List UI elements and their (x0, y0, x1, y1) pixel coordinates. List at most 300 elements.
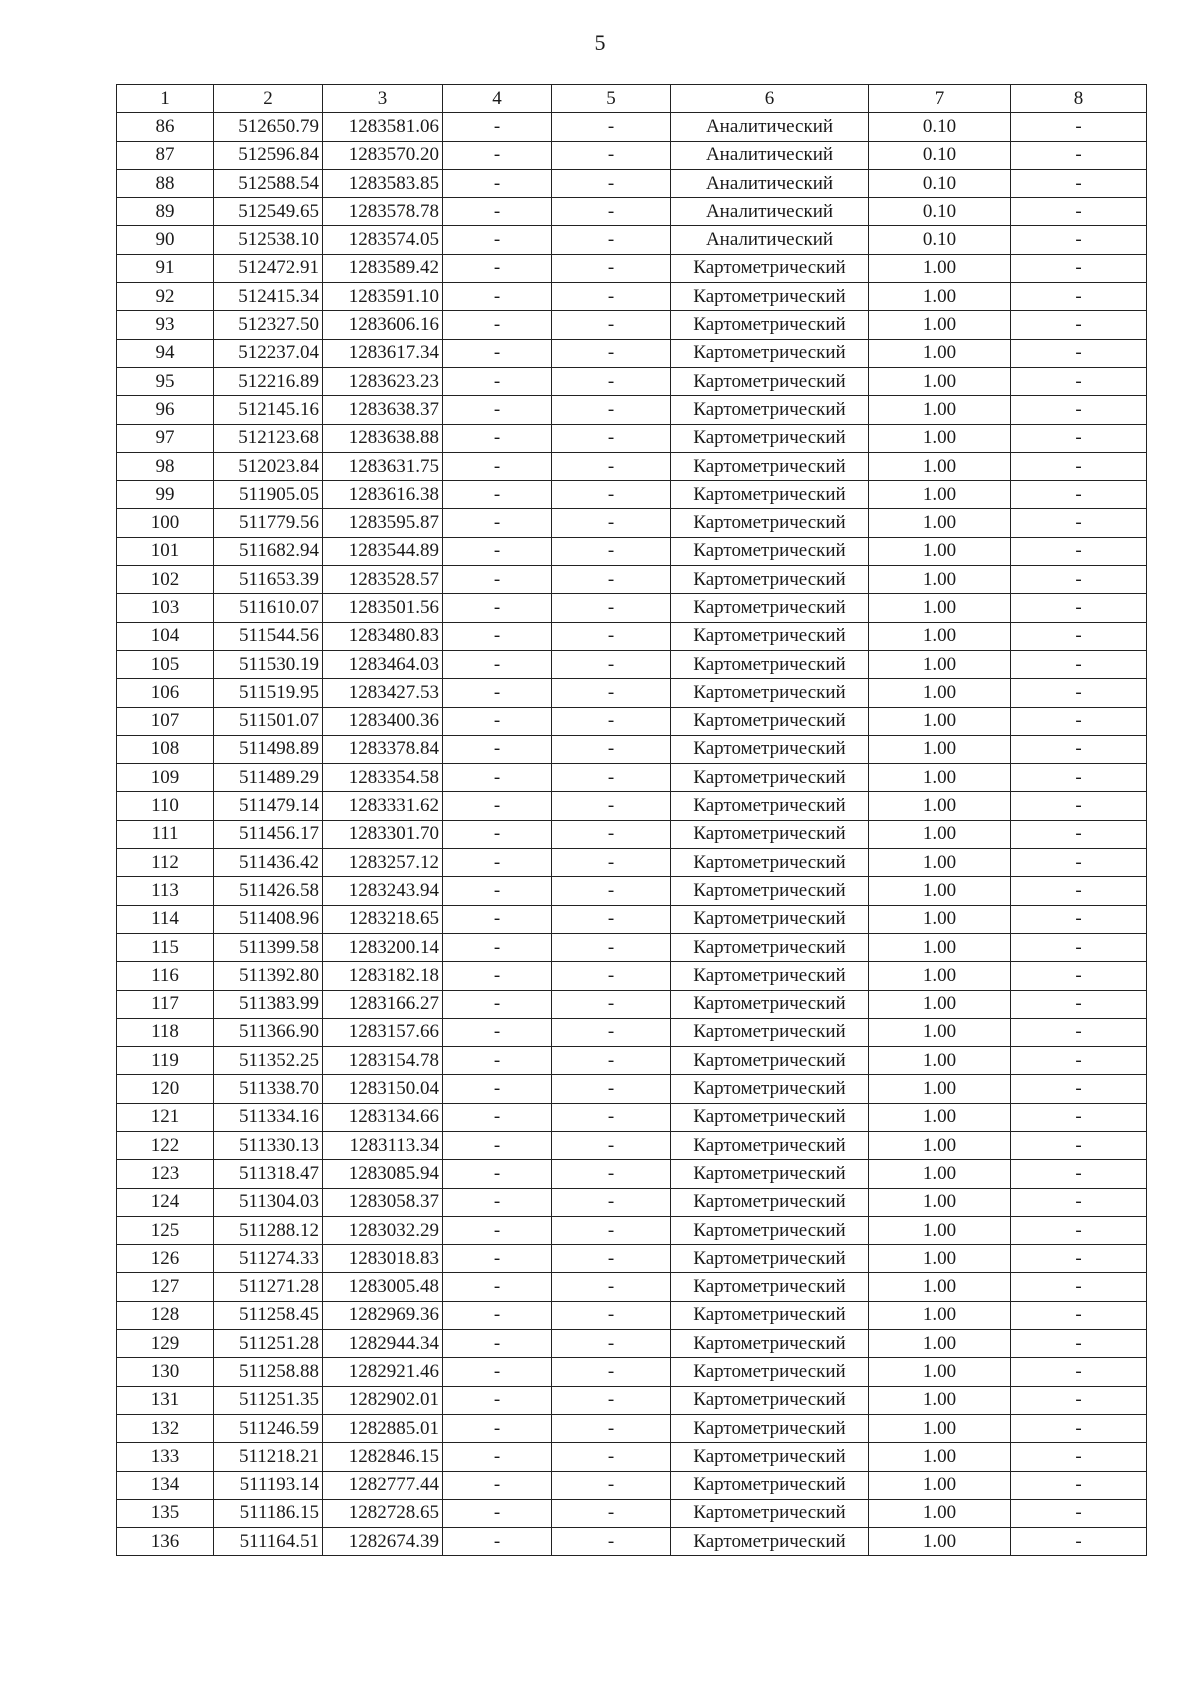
cell-y-coordinate: 1283617.34 (323, 339, 443, 367)
cell-column-5-value: - (552, 1499, 671, 1527)
cell-accuracy: 0.10 (869, 141, 1011, 169)
cell-point-number: 95 (117, 367, 214, 395)
cell-column-4-value: - (443, 1358, 552, 1386)
cell-column-8-value: - (1011, 537, 1147, 565)
cell-x-coordinate: 511905.05 (214, 481, 323, 509)
cell-y-coordinate: 1283631.75 (323, 452, 443, 480)
cell-accuracy: 1.00 (869, 1528, 1011, 1556)
column-header-2: 2 (214, 85, 323, 113)
cell-point-number: 90 (117, 226, 214, 254)
cell-x-coordinate: 511383.99 (214, 990, 323, 1018)
table-row (117, 452, 1147, 480)
cell-accuracy: 1.00 (869, 1301, 1011, 1329)
cell-y-coordinate: 1283257.12 (323, 849, 443, 877)
cell-column-4-value: - (443, 1499, 552, 1527)
table-row (117, 1131, 1147, 1159)
table-row (117, 1386, 1147, 1414)
cell-x-coordinate: 511456.17 (214, 820, 323, 848)
cell-accuracy: 1.00 (869, 1160, 1011, 1188)
cell-column-8-value: - (1011, 509, 1147, 537)
cell-method: Картометрический (671, 1103, 869, 1131)
cell-method: Картометрический (671, 962, 869, 990)
cell-point-number: 123 (117, 1160, 214, 1188)
cell-column-8-value: - (1011, 1103, 1147, 1131)
cell-column-5-value: - (552, 1245, 671, 1273)
cell-column-5-value: - (552, 849, 671, 877)
cell-x-coordinate: 512538.10 (214, 226, 323, 254)
cell-x-coordinate: 511653.39 (214, 566, 323, 594)
cell-column-4-value: - (443, 509, 552, 537)
cell-y-coordinate: 1283218.65 (323, 905, 443, 933)
cell-column-4-value: - (443, 764, 552, 792)
cell-y-coordinate: 1283154.78 (323, 1047, 443, 1075)
cell-x-coordinate: 511258.88 (214, 1358, 323, 1386)
cell-column-8-value: - (1011, 849, 1147, 877)
cell-method: Картометрический (671, 537, 869, 565)
cell-method: Картометрический (671, 877, 869, 905)
cell-y-coordinate: 1283589.42 (323, 254, 443, 282)
cell-column-5-value: - (552, 481, 671, 509)
table-row (117, 1216, 1147, 1244)
cell-x-coordinate: 511498.89 (214, 735, 323, 763)
cell-method: Картометрический (671, 509, 869, 537)
cell-column-4-value: - (443, 820, 552, 848)
table-row (117, 113, 1147, 141)
cell-column-5-value: - (552, 169, 671, 197)
cell-method: Аналитический (671, 141, 869, 169)
cell-x-coordinate: 511251.28 (214, 1330, 323, 1358)
cell-accuracy: 1.00 (869, 1273, 1011, 1301)
cell-method: Картометрический (671, 1528, 869, 1556)
cell-y-coordinate: 1283464.03 (323, 650, 443, 678)
cell-method: Картометрический (671, 424, 869, 452)
table-row (117, 537, 1147, 565)
cell-column-8-value: - (1011, 1499, 1147, 1527)
cell-column-5-value: - (552, 113, 671, 141)
cell-y-coordinate: 1283166.27 (323, 990, 443, 1018)
cell-column-4-value: - (443, 367, 552, 395)
table-row (117, 1075, 1147, 1103)
cell-method: Картометрический (671, 1075, 869, 1103)
cell-column-5-value: - (552, 1273, 671, 1301)
table-row (117, 198, 1147, 226)
cell-x-coordinate: 512596.84 (214, 141, 323, 169)
cell-column-8-value: - (1011, 481, 1147, 509)
cell-point-number: 136 (117, 1528, 214, 1556)
cell-column-4-value: - (443, 1131, 552, 1159)
cell-y-coordinate: 1282944.34 (323, 1330, 443, 1358)
table-row (117, 1018, 1147, 1046)
table-row (117, 905, 1147, 933)
cell-point-number: 108 (117, 735, 214, 763)
cell-column-5-value: - (552, 764, 671, 792)
cell-column-4-value: - (443, 537, 552, 565)
cell-column-4-value: - (443, 990, 552, 1018)
cell-method: Картометрический (671, 905, 869, 933)
cell-column-4-value: - (443, 1273, 552, 1301)
cell-column-8-value: - (1011, 1075, 1147, 1103)
cell-y-coordinate: 1283606.16 (323, 311, 443, 339)
cell-accuracy: 1.00 (869, 481, 1011, 509)
cell-accuracy: 1.00 (869, 537, 1011, 565)
cell-column-4-value: - (443, 1414, 552, 1442)
cell-column-5-value: - (552, 1131, 671, 1159)
table-row (117, 481, 1147, 509)
cell-point-number: 113 (117, 877, 214, 905)
cell-x-coordinate: 512650.79 (214, 113, 323, 141)
cell-y-coordinate: 1282902.01 (323, 1386, 443, 1414)
cell-column-4-value: - (443, 1188, 552, 1216)
table-row (117, 622, 1147, 650)
cell-point-number: 92 (117, 283, 214, 311)
table-row (117, 1047, 1147, 1075)
cell-column-8-value: - (1011, 396, 1147, 424)
cell-method: Аналитический (671, 169, 869, 197)
cell-column-8-value: - (1011, 820, 1147, 848)
table-row (117, 990, 1147, 1018)
cell-column-8-value: - (1011, 990, 1147, 1018)
cell-method: Картометрический (671, 1273, 869, 1301)
cell-column-8-value: - (1011, 1131, 1147, 1159)
cell-column-5-value: - (552, 1160, 671, 1188)
cell-column-8-value: - (1011, 566, 1147, 594)
cell-column-8-value: - (1011, 905, 1147, 933)
cell-y-coordinate: 1283331.62 (323, 792, 443, 820)
cell-column-4-value: - (443, 707, 552, 735)
cell-column-5-value: - (552, 622, 671, 650)
cell-column-5-value: - (552, 1330, 671, 1358)
cell-method: Картометрический (671, 707, 869, 735)
cell-point-number: 107 (117, 707, 214, 735)
cell-column-5-value: - (552, 1386, 671, 1414)
table-row (117, 1273, 1147, 1301)
cell-x-coordinate: 511271.28 (214, 1273, 323, 1301)
cell-y-coordinate: 1282885.01 (323, 1414, 443, 1442)
cell-accuracy: 1.00 (869, 1386, 1011, 1414)
cell-accuracy: 1.00 (869, 1499, 1011, 1527)
cell-column-5-value: - (552, 1301, 671, 1329)
cell-accuracy: 1.00 (869, 1414, 1011, 1442)
table-row (117, 962, 1147, 990)
page-number: 5 (594, 30, 606, 55)
cell-y-coordinate: 1283595.87 (323, 509, 443, 537)
cell-column-5-value: - (552, 1528, 671, 1556)
table-row (117, 1160, 1147, 1188)
cell-x-coordinate: 511479.14 (214, 792, 323, 820)
cell-accuracy: 1.00 (869, 254, 1011, 282)
cell-column-8-value: - (1011, 933, 1147, 961)
cell-accuracy: 1.00 (869, 1075, 1011, 1103)
table-row (117, 1188, 1147, 1216)
cell-column-4-value: - (443, 650, 552, 678)
cell-x-coordinate: 511186.15 (214, 1499, 323, 1527)
cell-x-coordinate: 511426.58 (214, 877, 323, 905)
cell-point-number: 105 (117, 650, 214, 678)
cell-x-coordinate: 511519.95 (214, 679, 323, 707)
cell-column-8-value: - (1011, 339, 1147, 367)
cell-x-coordinate: 511610.07 (214, 594, 323, 622)
cell-point-number: 88 (117, 169, 214, 197)
cell-column-4-value: - (443, 1216, 552, 1244)
table-row (117, 1443, 1147, 1471)
cell-column-5-value: - (552, 367, 671, 395)
cell-accuracy: 1.00 (869, 566, 1011, 594)
cell-method: Картометрический (671, 566, 869, 594)
cell-y-coordinate: 1283623.23 (323, 367, 443, 395)
table-row (117, 933, 1147, 961)
cell-point-number: 96 (117, 396, 214, 424)
cell-column-5-value: - (552, 339, 671, 367)
cell-column-4-value: - (443, 1330, 552, 1358)
cell-column-8-value: - (1011, 1188, 1147, 1216)
column-header-7: 7 (869, 85, 1011, 113)
cell-column-4-value: - (443, 1245, 552, 1273)
cell-method: Картометрический (671, 1216, 869, 1244)
table-row (117, 254, 1147, 282)
cell-column-8-value: - (1011, 764, 1147, 792)
cell-column-8-value: - (1011, 1528, 1147, 1556)
cell-x-coordinate: 511251.35 (214, 1386, 323, 1414)
cell-accuracy: 1.00 (869, 622, 1011, 650)
cell-method: Картометрический (671, 396, 869, 424)
cell-y-coordinate: 1283354.58 (323, 764, 443, 792)
cell-point-number: 86 (117, 113, 214, 141)
cell-y-coordinate: 1283018.83 (323, 1245, 443, 1273)
cell-accuracy: 1.00 (869, 509, 1011, 537)
table-row (117, 283, 1147, 311)
table-row (117, 1499, 1147, 1527)
cell-column-8-value: - (1011, 283, 1147, 311)
cell-column-8-value: - (1011, 113, 1147, 141)
column-header-1: 1 (117, 85, 214, 113)
cell-column-4-value: - (443, 594, 552, 622)
cell-column-4-value: - (443, 566, 552, 594)
table-row (117, 566, 1147, 594)
cell-method: Картометрический (671, 367, 869, 395)
cell-point-number: 89 (117, 198, 214, 226)
cell-point-number: 132 (117, 1414, 214, 1442)
cell-accuracy: 1.00 (869, 933, 1011, 961)
cell-accuracy: 1.00 (869, 735, 1011, 763)
cell-point-number: 120 (117, 1075, 214, 1103)
cell-column-8-value: - (1011, 198, 1147, 226)
cell-point-number: 98 (117, 452, 214, 480)
cell-method: Картометрический (671, 933, 869, 961)
cell-accuracy: 0.10 (869, 226, 1011, 254)
cell-y-coordinate: 1283157.66 (323, 1018, 443, 1046)
cell-accuracy: 1.00 (869, 452, 1011, 480)
cell-accuracy: 1.00 (869, 367, 1011, 395)
cell-method: Аналитический (671, 198, 869, 226)
cell-y-coordinate: 1282846.15 (323, 1443, 443, 1471)
cell-y-coordinate: 1283243.94 (323, 877, 443, 905)
cell-method: Картометрический (671, 1499, 869, 1527)
cell-column-4-value: - (443, 1528, 552, 1556)
cell-point-number: 109 (117, 764, 214, 792)
cell-method: Картометрический (671, 679, 869, 707)
cell-column-5-value: - (552, 679, 671, 707)
table-row (117, 594, 1147, 622)
cell-column-4-value: - (443, 1018, 552, 1046)
table-row (117, 650, 1147, 678)
cell-column-5-value: - (552, 1188, 671, 1216)
cell-column-4-value: - (443, 735, 552, 763)
cell-x-coordinate: 512216.89 (214, 367, 323, 395)
cell-accuracy: 1.00 (869, 283, 1011, 311)
cell-method: Картометрический (671, 254, 869, 282)
table-row (117, 877, 1147, 905)
cell-column-8-value: - (1011, 1386, 1147, 1414)
cell-method: Картометрический (671, 481, 869, 509)
table-row (117, 339, 1147, 367)
cell-y-coordinate: 1283005.48 (323, 1273, 443, 1301)
cell-column-4-value: - (443, 481, 552, 509)
cell-accuracy: 1.00 (869, 849, 1011, 877)
cell-point-number: 101 (117, 537, 214, 565)
cell-column-5-value: - (552, 1471, 671, 1499)
cell-y-coordinate: 1283638.88 (323, 424, 443, 452)
cell-y-coordinate: 1283616.38 (323, 481, 443, 509)
cell-y-coordinate: 1283581.06 (323, 113, 443, 141)
cell-column-8-value: - (1011, 1471, 1147, 1499)
table-row (117, 1245, 1147, 1273)
cell-column-4-value: - (443, 113, 552, 141)
cell-accuracy: 1.00 (869, 339, 1011, 367)
cell-column-8-value: - (1011, 707, 1147, 735)
cell-y-coordinate: 1283501.56 (323, 594, 443, 622)
cell-x-coordinate: 511258.45 (214, 1301, 323, 1329)
cell-column-8-value: - (1011, 169, 1147, 197)
cell-accuracy: 1.00 (869, 1188, 1011, 1216)
cell-accuracy: 1.00 (869, 1245, 1011, 1273)
cell-column-8-value: - (1011, 311, 1147, 339)
cell-method: Картометрический (671, 1330, 869, 1358)
cell-column-4-value: - (443, 1386, 552, 1414)
cell-y-coordinate: 1283058.37 (323, 1188, 443, 1216)
cell-column-4-value: - (443, 339, 552, 367)
cell-column-4-value: - (443, 198, 552, 226)
cell-point-number: 104 (117, 622, 214, 650)
cell-column-4-value: - (443, 905, 552, 933)
cell-x-coordinate: 511779.56 (214, 509, 323, 537)
cell-column-8-value: - (1011, 1301, 1147, 1329)
cell-accuracy: 1.00 (869, 396, 1011, 424)
cell-method: Картометрический (671, 594, 869, 622)
cell-y-coordinate: 1283574.05 (323, 226, 443, 254)
cell-accuracy: 1.00 (869, 1216, 1011, 1244)
cell-column-5-value: - (552, 1216, 671, 1244)
cell-x-coordinate: 511164.51 (214, 1528, 323, 1556)
cell-accuracy: 0.10 (869, 169, 1011, 197)
cell-column-8-value: - (1011, 650, 1147, 678)
cell-column-4-value: - (443, 452, 552, 480)
cell-x-coordinate: 512415.34 (214, 283, 323, 311)
cell-point-number: 110 (117, 792, 214, 820)
table-row (117, 311, 1147, 339)
cell-point-number: 87 (117, 141, 214, 169)
table-row (117, 1103, 1147, 1131)
cell-column-4-value: - (443, 311, 552, 339)
cell-column-4-value: - (443, 424, 552, 452)
cell-column-4-value: - (443, 141, 552, 169)
cell-method: Картометрический (671, 283, 869, 311)
cell-column-8-value: - (1011, 1245, 1147, 1273)
cell-x-coordinate: 512023.84 (214, 452, 323, 480)
cell-column-5-value: - (552, 226, 671, 254)
cell-method: Картометрический (671, 764, 869, 792)
table-row (117, 820, 1147, 848)
cell-point-number: 121 (117, 1103, 214, 1131)
cell-column-5-value: - (552, 820, 671, 848)
cell-x-coordinate: 512588.54 (214, 169, 323, 197)
cell-point-number: 129 (117, 1330, 214, 1358)
table-row (117, 679, 1147, 707)
cell-column-5-value: - (552, 509, 671, 537)
cell-column-4-value: - (443, 226, 552, 254)
cell-column-8-value: - (1011, 141, 1147, 169)
cell-x-coordinate: 511304.03 (214, 1188, 323, 1216)
cell-column-4-value: - (443, 849, 552, 877)
cell-method: Картометрический (671, 1414, 869, 1442)
table-row (117, 1471, 1147, 1499)
cell-y-coordinate: 1283400.36 (323, 707, 443, 735)
cell-y-coordinate: 1282777.44 (323, 1471, 443, 1499)
cell-method: Аналитический (671, 226, 869, 254)
cell-column-5-value: - (552, 990, 671, 1018)
cell-y-coordinate: 1282921.46 (323, 1358, 443, 1386)
cell-point-number: 94 (117, 339, 214, 367)
cell-y-coordinate: 1283085.94 (323, 1160, 443, 1188)
cell-accuracy: 1.00 (869, 1103, 1011, 1131)
cell-column-5-value: - (552, 452, 671, 480)
cell-point-number: 130 (117, 1358, 214, 1386)
cell-accuracy: 1.00 (869, 990, 1011, 1018)
cell-column-4-value: - (443, 1471, 552, 1499)
cell-point-number: 128 (117, 1301, 214, 1329)
cell-point-number: 117 (117, 990, 214, 1018)
cell-column-5-value: - (552, 311, 671, 339)
cell-accuracy: 1.00 (869, 1443, 1011, 1471)
cell-accuracy: 1.00 (869, 962, 1011, 990)
cell-point-number: 106 (117, 679, 214, 707)
cell-y-coordinate: 1283578.78 (323, 198, 443, 226)
cell-x-coordinate: 511682.94 (214, 537, 323, 565)
cell-column-8-value: - (1011, 1018, 1147, 1046)
table-row (117, 764, 1147, 792)
cell-accuracy: 1.00 (869, 707, 1011, 735)
cell-accuracy: 1.00 (869, 594, 1011, 622)
cell-accuracy: 1.00 (869, 1018, 1011, 1046)
cell-column-5-value: - (552, 1075, 671, 1103)
cell-column-5-value: - (552, 1047, 671, 1075)
cell-method: Картометрический (671, 1386, 869, 1414)
cell-x-coordinate: 512472.91 (214, 254, 323, 282)
cell-point-number: 131 (117, 1386, 214, 1414)
table-row (117, 367, 1147, 395)
cell-x-coordinate: 511399.58 (214, 933, 323, 961)
cell-x-coordinate: 511530.19 (214, 650, 323, 678)
cell-y-coordinate: 1282674.39 (323, 1528, 443, 1556)
cell-column-8-value: - (1011, 1047, 1147, 1075)
cell-column-8-value: - (1011, 877, 1147, 905)
table-row (117, 509, 1147, 537)
cell-column-8-value: - (1011, 1414, 1147, 1442)
cell-point-number: 134 (117, 1471, 214, 1499)
cell-point-number: 122 (117, 1131, 214, 1159)
cell-column-8-value: - (1011, 962, 1147, 990)
cell-y-coordinate: 1283200.14 (323, 933, 443, 961)
cell-column-8-value: - (1011, 1443, 1147, 1471)
